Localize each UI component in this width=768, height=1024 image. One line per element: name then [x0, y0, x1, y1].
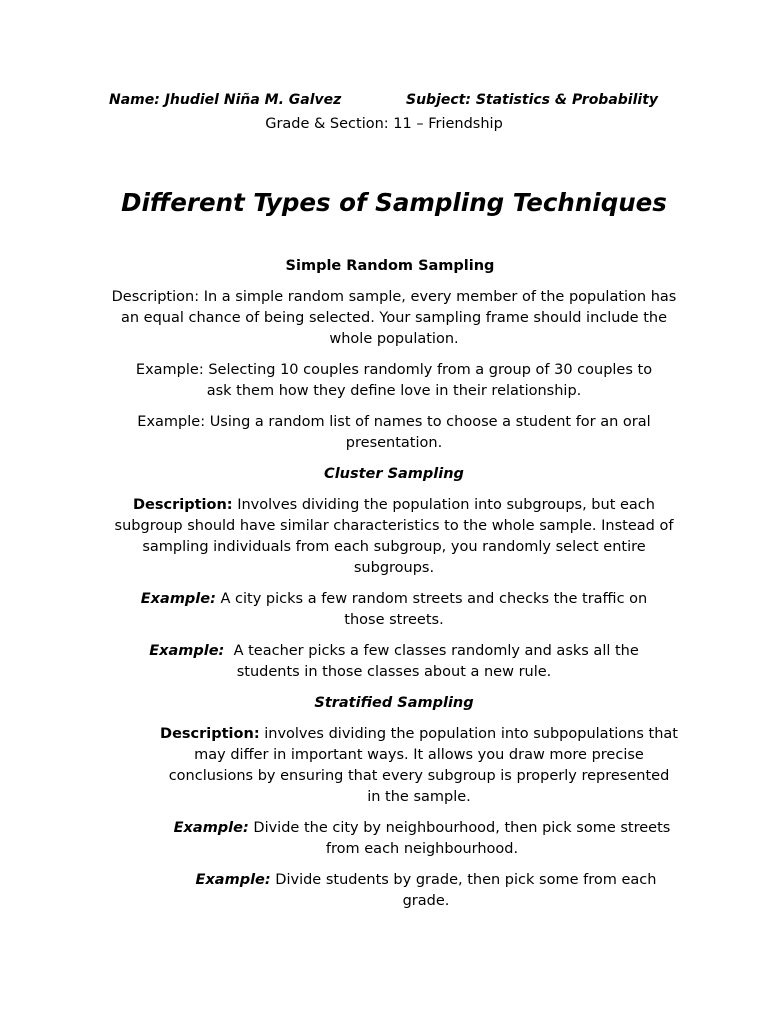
stratified-example-1-text: Divide the city by neighbourhood, then pick some streets from each neighbourhood.	[248, 820, 671, 857]
cluster-description-text: Involves dividing the population into subgroups, but each subgroup should have similar characteristics to the whole sample. Instead of sampling individuals from each subgroup, you randomly select entire subgroups.	[114, 497, 674, 576]
student-name: Name: Jhudiel Niña M. Galvez	[109, 92, 342, 108]
stratified-example-1-label: Example:	[173, 820, 249, 836]
subject: Subject: Statistics & Probability	[406, 92, 659, 108]
section-heading-stratified: Stratified Sampling	[314, 695, 474, 711]
cluster-example-1	[0, 589, 768, 631]
cluster-example-1-text: A city picks a few random streets and checks the traffic on those streets.	[215, 591, 648, 628]
cluster-example-1-label: Example:	[140, 591, 216, 607]
cluster-description	[0, 495, 768, 579]
section-heading-simple-random: Simple Random Sampling	[285, 258, 495, 274]
stratified-description	[0, 724, 768, 808]
stratified-example-2	[0, 870, 768, 912]
simple-description: Description: In a simple random sample, every member of the population has an equal chance of being selected. Your sampling frame should include the whole population.	[111, 289, 677, 347]
stratified-description-label: Description:	[160, 726, 260, 742]
document-body	[0, 256, 768, 912]
cluster-example-2-label: Example:	[149, 643, 225, 659]
grade-section: Grade & Section: 11 – Friendship	[265, 116, 503, 132]
stratified-example-2-label: Example:	[195, 872, 271, 888]
header-row	[0, 92, 768, 112]
simple-example-2: Example: Using a random list of names to choose a student for an oral presentation.	[137, 414, 651, 451]
cluster-description-label: Description:	[133, 497, 233, 513]
simple-example-1: Example: Selecting 10 couples randomly from a group of 30 couples to ask them how they define love in their relationship.	[135, 362, 653, 399]
section-heading-cluster: Cluster Sampling	[324, 466, 464, 482]
stratified-example-2-text: Divide students by grade, then pick some from each grade.	[270, 872, 657, 909]
stratified-description-text: involves dividing the population into subpopulations that may differ in important ways. It allows you draw more precise conclusions by ensuring that every subgroup is properly represented in the sample.	[168, 726, 678, 805]
document-title: Different Types of Sampling Techniques	[121, 188, 667, 217]
cluster-example-2-text: A teacher picks a few classes randomly and asks all the students in those classes about a new rule.	[224, 643, 644, 680]
stratified-example-1	[0, 818, 768, 860]
cluster-example-2	[0, 641, 768, 683]
